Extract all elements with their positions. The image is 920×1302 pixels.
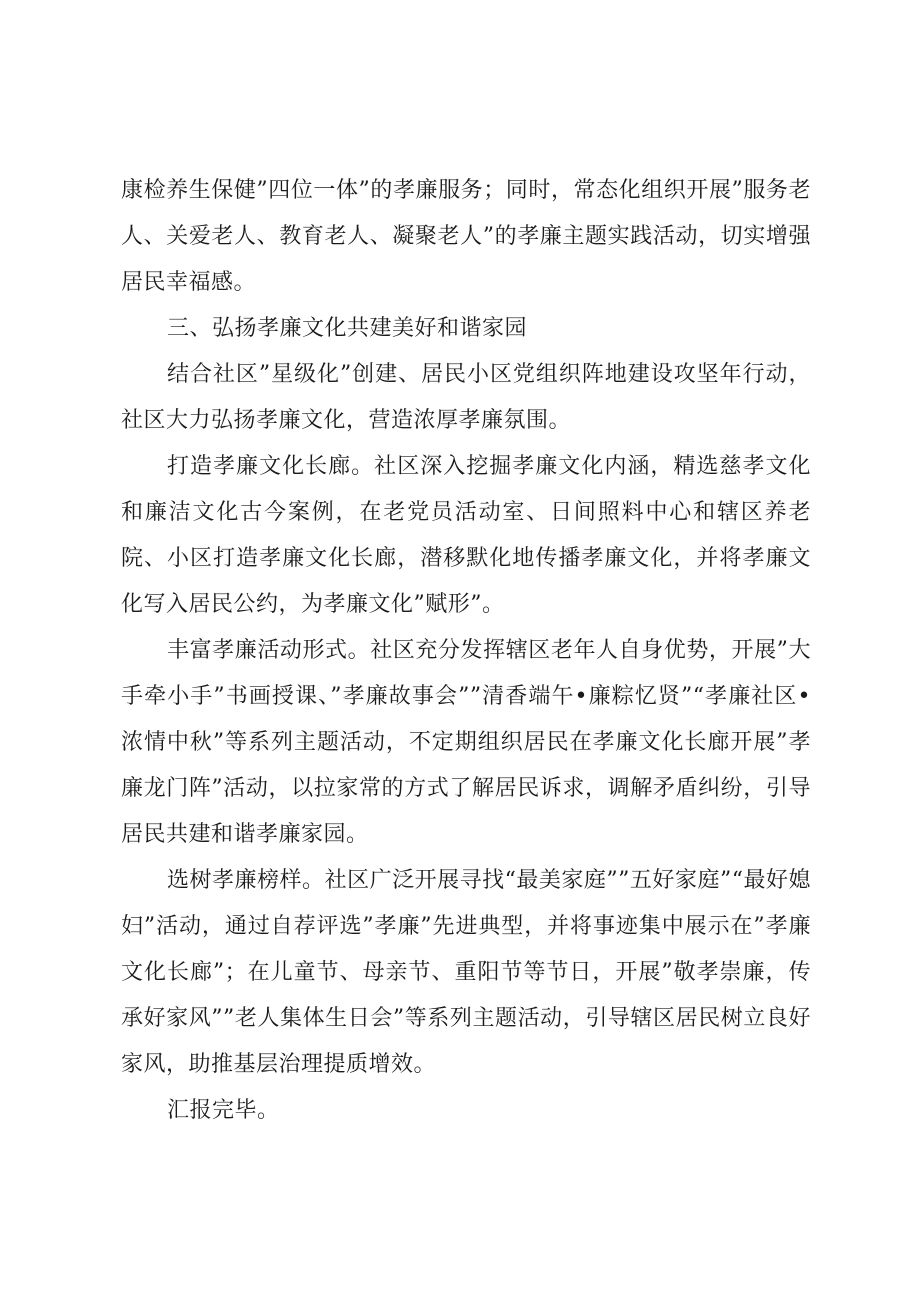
- paragraph-text: 结合社区”星级化”创建、居民小区党组织阵地建设攻坚年行动，社区大力弘扬孝廉文化，营造浓厚孝廉氛围。: [121, 362, 811, 433]
- paragraph-services-continuation: [121, 168, 811, 306]
- paragraph-lead: 打造孝廉文化长廊。: [167, 454, 375, 479]
- paragraph-culture-corridor: [121, 444, 811, 628]
- paragraph-section-intro: [121, 352, 811, 444]
- paragraph-text: 康检养生保健”四位一体”的孝廉服务；同时，常态化组织开展”服务老人、关爱老人、教育老人、凝聚老人”的孝廉主题实践活动，切实增强居民幸福感。: [121, 178, 811, 295]
- paragraph-text: 社区深入挖掘孝廉文化内涵，精选慈孝文化和廉洁文化古今案例，在老党员活动室、日间照料中心和辖区养老院、小区打造孝廉文化长廊，潜移默化地传播孝廉文化，并将孝廉文化写入居民公约，为孝廉文化”赋形”。: [121, 454, 811, 617]
- paragraph-activity-forms: [121, 628, 811, 858]
- heading-text: 三、弘扬孝廉文化共建美好和谐家园: [167, 316, 528, 341]
- paragraph-role-models: [121, 858, 811, 1088]
- document-body: [121, 168, 811, 1134]
- paragraph-lead: 丰富孝廉活动形式。: [167, 638, 371, 663]
- paragraph-text: 社区充分发挥辖区老年人自身优势，开展”大手牵小手”书画授课、”孝廉故事会””清香端午•廉粽忆贤”“孝廉社区•浓情中秋”等系列主题活动，不定期组织居民在孝廉文化长廊开展”孝廉龙门阵”活动，以拉家常的方式了解居民诉求，调解矛盾纠纷，引导居民共建和谐孝廉家园。: [121, 638, 811, 847]
- paragraph-text: 汇报完毕。: [167, 1098, 280, 1123]
- section-heading-three: [121, 306, 811, 352]
- paragraph-closing: [121, 1088, 811, 1134]
- paragraph-text: 社区广泛开展寻找“最美家庭””五好家庭”“最好媳妇”活动，通过自荐评选”孝廉”先进典型，并将事迹集中展示在”孝廉文化长廊”；在儿童节、母亲节、重阳节等节日，开展”敬孝崇廉，传承好家风””老人集体生日会”等系列主题活动，引导辖区居民树立良好家风，助推基层治理提质增效。: [121, 868, 811, 1077]
- paragraph-lead: 选树孝廉榜样。: [167, 868, 325, 893]
